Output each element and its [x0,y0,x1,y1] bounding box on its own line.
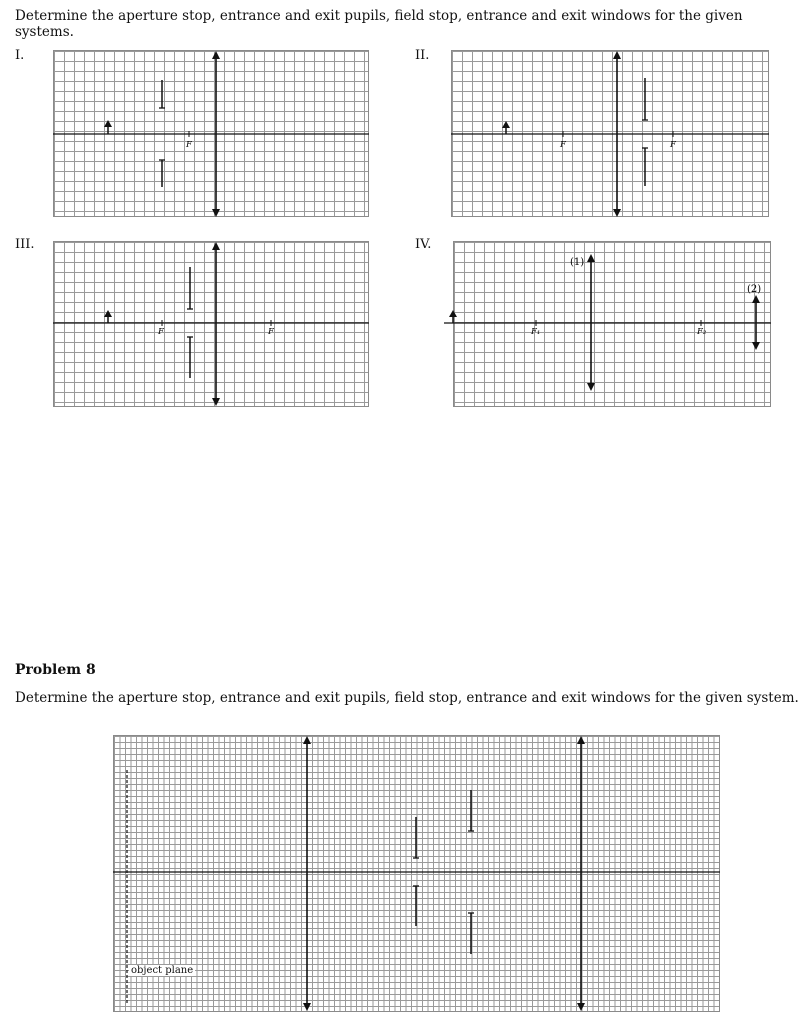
stop-2-lower [468,913,474,954]
system-IV-label: IV. [415,237,432,252]
lens-1 [303,736,311,1011]
system-II-label: II. [415,48,430,63]
lens-2 [577,736,585,1011]
focal-label: F [186,140,192,150]
system-I-label: I. [15,48,25,63]
problem-title: Problem 8 [15,662,96,678]
lens-1-label: (1) [570,257,585,268]
focal-label-1: F₁ [531,327,541,337]
focal-label-right: F [268,327,274,337]
problem-text: Determine the aperture stop, entrance and exit pupils, field stop, entrance and exit windows for the given system. [15,690,799,706]
stop-2-upper [468,790,474,831]
object-plane-label: object plane [131,965,194,976]
focal-label-right: F [670,140,676,150]
system-III-label: III. [15,237,35,252]
focal-label-left: F [560,140,566,150]
focal-label-2: F₂ [697,327,707,337]
stop-1-upper [413,817,419,858]
instructions-text: Determine the aperture stop, entrance and exit pupils, field stop, entrance and exit windows for the given systems. [15,8,743,40]
stop-1-lower [413,886,419,926]
lens-2-label: (2) [747,284,762,295]
focal-label-left: F [158,327,164,337]
